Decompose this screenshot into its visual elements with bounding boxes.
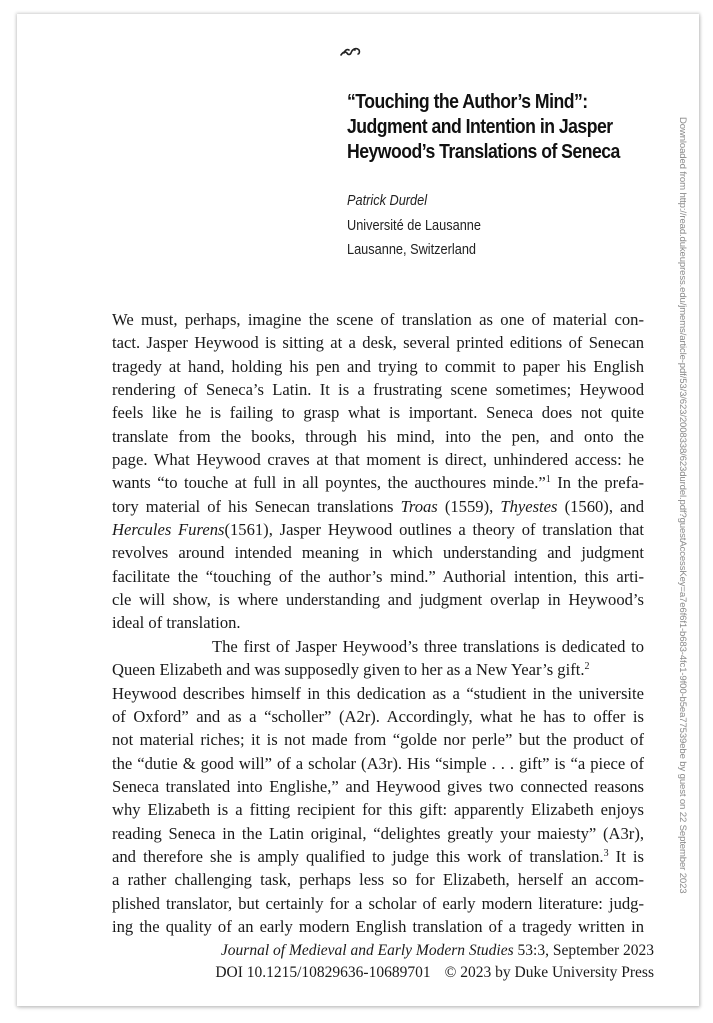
body-line: plished translator, but certainly for a scholar of early modern literature: judg- bbox=[112, 893, 644, 913]
body-line: page. What Heywood craves at that moment is direct, unhindered access: he bbox=[112, 450, 644, 470]
body-line: tact. Jasper Heywood is sitting at a desk, several printed editions of Senecan bbox=[112, 333, 644, 353]
journal-name: Journal of Medieval and Early Modern Studies bbox=[220, 942, 514, 959]
body-line: a rather challenging task, perhaps less so for Elizabeth, herself an accom- bbox=[112, 870, 644, 890]
body-text-segment: tory material of his Senecan translations bbox=[112, 496, 401, 516]
journal-issue: 53:3, September 2023 bbox=[513, 942, 654, 959]
title-line: “Touching the Author’s Mind”: bbox=[347, 90, 588, 113]
article-body bbox=[112, 308, 644, 938]
footnote-ref-2[interactable]: 2 bbox=[584, 661, 590, 673]
body-text-segment: It is bbox=[608, 846, 644, 866]
body-text-segment: (1561), Jasper Heywood outlines a theory of translation that bbox=[224, 520, 644, 540]
work-title-troas: Troas bbox=[400, 496, 438, 516]
body-line: revolves around intended meaning in which understanding and judgment bbox=[112, 543, 644, 563]
journal-citation bbox=[215, 940, 654, 962]
footnote-ref-3[interactable]: 3 bbox=[603, 847, 609, 859]
download-watermark bbox=[677, 117, 689, 937]
body-line: not material riches; it is not made from “golde nor perle” but the product of bbox=[112, 730, 644, 750]
page-footer bbox=[215, 940, 654, 984]
work-title-thyestes: Thyestes bbox=[500, 496, 558, 516]
body-line bbox=[112, 518, 644, 541]
body-line: ing the quality of an early modern English translation of a tragedy written in bbox=[112, 916, 644, 936]
body-line: why Elizabeth is a fitting recipient for this gift: apparently Elizabeth enjoys bbox=[112, 800, 644, 820]
title-line: Judgment and Intention in Jasper bbox=[347, 115, 613, 138]
copyright: © 2023 by Duke University Press bbox=[444, 964, 654, 981]
author-location: Lausanne, Switzerland bbox=[347, 241, 477, 258]
body-line: cle will show, is where understanding and judgment overlap in Heywood’s bbox=[112, 590, 644, 610]
download-watermark-text: Downloaded from http://read.dukeupress.edu/jmems/article-pdf/53/3/623/2008338/623durdel.pdf?guestAccessKey=a7e6f6f1-b683-4fc1-9f00-b5ea77539ebe by guest on 22 September 2023 bbox=[677, 117, 688, 894]
article-title bbox=[347, 89, 622, 164]
author-name: Patrick Durdel bbox=[347, 192, 428, 209]
body-line bbox=[112, 495, 644, 518]
author-affiliation: Université de Lausanne bbox=[347, 216, 481, 234]
body-line: feels like he is failing to grasp what is important. Seneca does not quite bbox=[112, 403, 644, 423]
author-block bbox=[347, 189, 481, 263]
body-line: Seneca translated into Englishe,” and Heywood gives two connected reasons bbox=[112, 776, 644, 796]
body-line bbox=[112, 471, 644, 494]
body-line: of Oxford” and as a “scholler” (A2r). Accordingly, what he has to offer is bbox=[112, 706, 644, 726]
body-line: We must, perhaps, imagine the scene of translation as one of material con- bbox=[112, 310, 644, 329]
body-line bbox=[112, 658, 644, 681]
body-line: Heywood describes himself in this dedication as a “studient in the universite bbox=[112, 683, 644, 703]
body-text-segment: (1560), and bbox=[557, 496, 645, 516]
body-line: the “dutie & good will” of a scholar (A3r). His “simple . . . gift” is “a piece of bbox=[112, 753, 644, 773]
body-text-segment: and therefore she is amply qualified to judge this work of translation. bbox=[112, 846, 604, 866]
footnote-ref-1[interactable]: 1 bbox=[545, 474, 551, 486]
body-line: translate from the books, through his mind, into the pen, and onto the bbox=[112, 426, 644, 446]
fleuron-ornament-icon bbox=[340, 45, 362, 59]
body-line: The first of Jasper Heywood’s three translations is dedicated to bbox=[212, 636, 644, 656]
doi-copyright-line bbox=[215, 962, 654, 984]
body-line: tragedy at hand, holding his pen and trying to commit to paper his English bbox=[112, 356, 644, 376]
body-line: rendering of Seneca’s Latin. It is a frustrating scene sometimes; Heywood bbox=[112, 380, 644, 400]
journal-page bbox=[17, 14, 699, 1006]
body-line: facilitate the “touching of the author’s mind.” Authorial intention, this arti- bbox=[112, 566, 644, 586]
title-line: Heywood’s Translations of Seneca bbox=[347, 140, 620, 163]
doi[interactable]: DOI 10.1215/10829636-10689701 bbox=[215, 964, 431, 981]
body-text-segment: wants “to touche at full in all poyntes, the aucthoures minde.” bbox=[112, 473, 546, 493]
body-text-segment: (1559), bbox=[437, 496, 501, 516]
body-text-segment: Queen Elizabeth and was supposedly given to her as a New Year’s gift. bbox=[112, 660, 585, 680]
body-line bbox=[112, 845, 644, 868]
body-line: reading Seneca in the Latin original, “delightes greatly your maiesty” (A3r), bbox=[112, 823, 644, 843]
body-text-segment: In the prefa- bbox=[550, 473, 644, 493]
body-line: ideal of translation. bbox=[112, 613, 241, 633]
work-title-hercules-furens: Hercules Furens bbox=[112, 520, 225, 540]
